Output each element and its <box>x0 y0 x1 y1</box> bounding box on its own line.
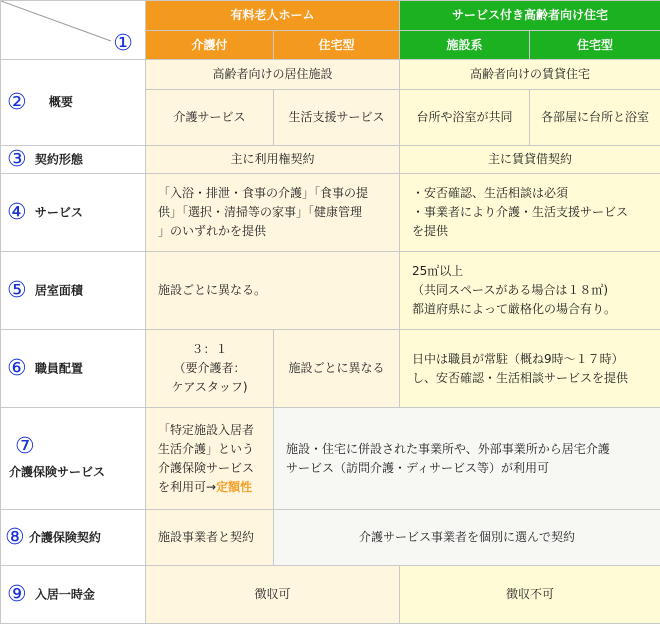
row-label: 契約形態 <box>34 152 83 166</box>
service-housing <box>400 174 660 252</box>
row-label: 職員配置 <box>34 361 83 375</box>
text-line: サービス（訪問介護・ディサービス等）が利用可 <box>286 460 550 475</box>
text-line: 介護保険サービス <box>158 460 255 475</box>
flat-rate-highlight: 定額性 <box>216 479 253 494</box>
row-label: 介護保険契約 <box>28 530 101 544</box>
row-insurance-contract <box>1 510 660 566</box>
insurance-service-kaigo <box>146 408 274 510</box>
staffing-service <box>400 330 660 408</box>
row-header-service <box>1 174 146 252</box>
row-insurance-service <box>1 408 660 510</box>
row-header-insurance-service <box>1 408 146 510</box>
text-line: ・事業者により介護・生活支援サービス <box>412 205 629 219</box>
row-room-area <box>1 252 660 330</box>
row-label: サービス <box>34 205 83 219</box>
contract-nursing: 主に利用権契約 <box>146 146 400 174</box>
text-line <box>158 478 269 497</box>
staffing-jutaku: 施設ごとに異なる <box>274 330 400 408</box>
service-nursing <box>146 174 400 252</box>
staffing-kaigo <box>146 330 274 408</box>
row-label: 概要 <box>48 95 73 109</box>
text-line: 生活介護」という <box>158 441 255 456</box>
row-service <box>1 174 660 252</box>
corner-number: ① <box>113 31 133 56</box>
contract-service: 主に賃貸借契約 <box>400 146 660 174</box>
row-label: 居室面積 <box>34 283 83 297</box>
overview-jutaku: 生活支援サービス <box>274 90 400 146</box>
row-overview-top <box>1 60 660 90</box>
text-line: 日中は職員が常駐（概ね9時～１７時） <box>412 351 624 366</box>
row-header-contract <box>1 146 146 174</box>
text-line: ３：１ <box>191 342 228 356</box>
entry-fee-nursing: 徴収可 <box>146 566 400 624</box>
row-number: ③ <box>7 146 27 172</box>
text-line: 供」「選択・清掃等の家事」「健康管理 <box>158 205 363 219</box>
text-line: 施設・住宅に併設された事業所や、外部事業所から居宅介護 <box>286 441 610 456</box>
row-staffing <box>1 330 660 408</box>
row-header-staffing <box>1 330 146 408</box>
group-header-service-housing: サービス付き高齢者向け住宅 <box>400 1 660 31</box>
text-prefix: を利用可→ <box>158 479 217 494</box>
text-line: 25㎡以上 <box>412 264 464 278</box>
text-line: 」のいずれかを提供 <box>158 224 267 238</box>
text-line: 都道府県によって厳格化の場合有り。 <box>412 302 617 316</box>
entry-fee-service: 徴収不可 <box>400 566 660 624</box>
text-line: ケアスタッフ) <box>171 380 248 394</box>
nursing-summary: 高齢者向けの居住施設 <box>146 60 400 90</box>
row-number: ⑧ <box>5 524 25 550</box>
text-line: し、安否確認・生活相談サービスを提供 <box>412 370 629 385</box>
row-header-insurance-contract <box>1 510 146 566</box>
text-line: ・安否確認、生活相談は必須 <box>412 186 569 200</box>
row-number: ⑤ <box>7 277 27 303</box>
overview-shisetsu: 台所や浴室が共同 <box>400 90 530 146</box>
header-row-groups <box>1 1 660 31</box>
subheader-jutaku-nursing: 住宅型 <box>274 31 400 60</box>
text-line: （共同スペースがある場合は１８㎡) <box>412 283 609 297</box>
corner-cell <box>1 1 146 60</box>
insurance-contract-kaigo: 施設事業者と契約 <box>146 510 274 566</box>
row-number: ④ <box>7 199 27 225</box>
room-area-nursing: 施設ごとに異なる。 <box>146 252 400 330</box>
insurance-contract-others: 介護サービス事業者を個別に選んで契約 <box>274 510 660 566</box>
row-number: ⑨ <box>7 581 27 607</box>
text-line: を提供 <box>412 224 449 238</box>
overview-kaigo: 介護サービス <box>146 90 274 146</box>
text-line: 「入浴・排泄・食事の介護」「食事の提 <box>158 186 369 200</box>
group-header-nursing-home: 有料老人ホーム <box>146 1 400 31</box>
row-label: 入居一時金 <box>34 587 95 601</box>
row-header-room-area <box>1 252 146 330</box>
service-summary: 高齢者向けの賃貸住宅 <box>400 60 660 90</box>
row-header-overview <box>1 60 146 146</box>
room-area-service <box>400 252 660 330</box>
row-entry-fee <box>1 566 660 624</box>
overview-jutaku-service: 各部屋に台所と浴室 <box>530 90 660 146</box>
row-number: ② <box>7 89 27 115</box>
subheader-kaigo: 介護付 <box>146 31 274 60</box>
row-number: ⑥ <box>7 355 27 381</box>
row-contract <box>1 146 660 174</box>
row-header-entry-fee <box>1 566 146 624</box>
text-line: 「特定施設入居者 <box>158 422 255 437</box>
row-number: ⑦ <box>15 434 35 459</box>
subheader-shisetsu: 施設系 <box>400 31 530 60</box>
subheader-jutaku-service: 住宅型 <box>530 31 660 60</box>
row-label: 介護保険サービス <box>9 465 106 479</box>
insurance-service-others <box>274 408 660 510</box>
text-line: （要介護者： <box>173 361 246 375</box>
